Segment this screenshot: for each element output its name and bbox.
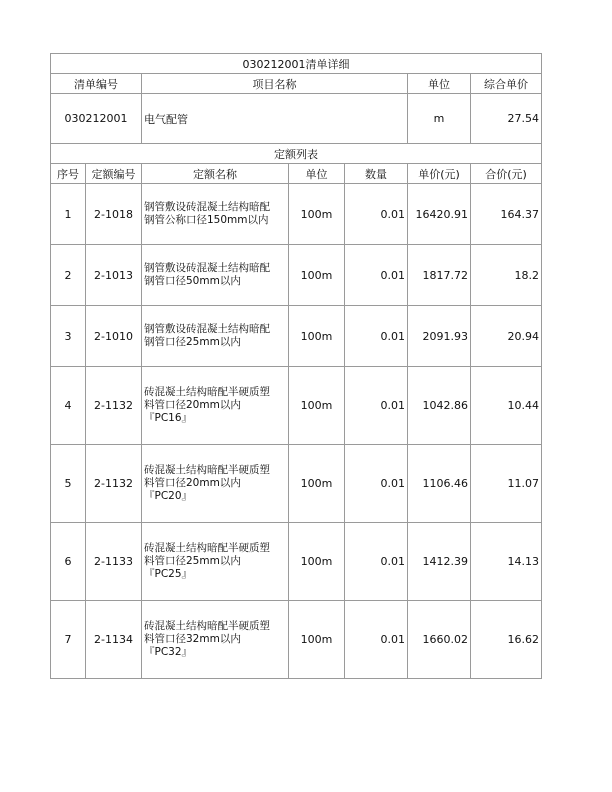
- quota-unit-cell: 100m: [289, 245, 345, 306]
- quota-qty-cell: 0.01: [345, 523, 408, 601]
- quota-code-cell: 2-1134: [86, 601, 142, 679]
- quota-price-cell: 1660.02: [408, 601, 471, 679]
- quota-qty-header: 数量: [345, 164, 408, 184]
- quota-name-line: 钢管敷设砖混凝土结构暗配: [144, 323, 270, 335]
- quota-name-line: 『PC20』: [144, 490, 193, 502]
- quota-seq-cell: 4: [51, 367, 86, 445]
- quota-name-cell: [142, 306, 289, 367]
- quota-price-cell: 1412.39: [408, 523, 471, 601]
- quota-price-header: 单价(元): [408, 164, 471, 184]
- quota-total-cell: 14.13: [471, 523, 542, 601]
- quota-price-cell: 1106.46: [408, 445, 471, 523]
- quota-total-cell: 164.37: [471, 184, 542, 245]
- quota-title: 定额列表: [51, 144, 542, 164]
- quota-unit-cell: 100m: [289, 601, 345, 679]
- quota-qty-cell: 0.01: [345, 367, 408, 445]
- table-row: [51, 367, 542, 445]
- quota-unit-header: 单位: [289, 164, 345, 184]
- quota-name-line: 钢管口径50mm以内: [144, 275, 241, 287]
- quota-price-cell: 1042.86: [408, 367, 471, 445]
- quota-seq-cell: 3: [51, 306, 86, 367]
- list-item-code: 030212001: [51, 94, 142, 144]
- quota-seq-cell: 5: [51, 445, 86, 523]
- table-row: [51, 245, 542, 306]
- quota-qty-cell: 0.01: [345, 445, 408, 523]
- quota-name-line: 『PC16』: [144, 412, 193, 424]
- quota-name-cell: [142, 184, 289, 245]
- quota-name-line: 砖混凝土结构暗配半硬质塑: [144, 464, 270, 476]
- quota-seq-header: 序号: [51, 164, 86, 184]
- quota-code-cell: 2-1018: [86, 184, 142, 245]
- quota-qty-cell: 0.01: [345, 184, 408, 245]
- quota-seq-cell: 6: [51, 523, 86, 601]
- quota-code-header: 定额编号: [86, 164, 142, 184]
- quota-qty-cell: 0.01: [345, 245, 408, 306]
- quota-name-line: 料管口径20mm以内: [144, 477, 241, 489]
- bill-detail-table: [50, 53, 542, 679]
- quota-price-cell: 1817.72: [408, 245, 471, 306]
- quota-name-cell: [142, 445, 289, 523]
- list-item-name: 电气配管: [142, 94, 408, 144]
- quota-name-line: 钢管公称口径150mm以内: [144, 214, 269, 226]
- table-row: [51, 306, 542, 367]
- quota-price-cell: 2091.93: [408, 306, 471, 367]
- table-row: [51, 601, 542, 679]
- quota-name-cell: [142, 367, 289, 445]
- quota-unit-cell: 100m: [289, 184, 345, 245]
- quota-code-cell: 2-1132: [86, 367, 142, 445]
- quota-name-line: 料管口径32mm以内: [144, 633, 241, 645]
- quota-name-line: 料管口径25mm以内: [144, 555, 241, 567]
- quota-qty-cell: 0.01: [345, 601, 408, 679]
- quota-code-cell: 2-1133: [86, 523, 142, 601]
- list-price-header: 综合单价: [471, 74, 542, 94]
- quota-total-cell: 20.94: [471, 306, 542, 367]
- quota-name-cell: [142, 245, 289, 306]
- list-item-price: 27.54: [471, 94, 542, 144]
- quota-unit-cell: 100m: [289, 306, 345, 367]
- quota-name-line: 『PC32』: [144, 646, 193, 658]
- list-header-row: [51, 74, 542, 94]
- quota-total-cell: 18.2: [471, 245, 542, 306]
- quota-total-cell: 11.07: [471, 445, 542, 523]
- quota-name-line: 『PC25』: [144, 568, 193, 580]
- quota-name-line: 砖混凝土结构暗配半硬质塑: [144, 386, 270, 398]
- quota-seq-cell: 2: [51, 245, 86, 306]
- quota-unit-cell: 100m: [289, 367, 345, 445]
- table-row: [51, 523, 542, 601]
- quota-title-row: [51, 144, 542, 164]
- quota-code-cell: 2-1010: [86, 306, 142, 367]
- quota-qty-cell: 0.01: [345, 306, 408, 367]
- list-item-unit: m: [408, 94, 471, 144]
- list-code-header: 清单编号: [51, 74, 142, 94]
- quota-seq-cell: 1: [51, 184, 86, 245]
- quota-total-cell: 16.62: [471, 601, 542, 679]
- quota-price-cell: 16420.91: [408, 184, 471, 245]
- quota-seq-cell: 7: [51, 601, 86, 679]
- quota-name-line: 料管口径20mm以内: [144, 399, 241, 411]
- quota-total-cell: 10.44: [471, 367, 542, 445]
- list-unit-header: 单位: [408, 74, 471, 94]
- quota-name-line: 钢管敷设砖混凝土结构暗配: [144, 262, 270, 274]
- quota-header-row: [51, 164, 542, 184]
- quota-unit-cell: 100m: [289, 445, 345, 523]
- sheet-title: 030212001清单详细: [51, 54, 542, 74]
- title-row: [51, 54, 542, 74]
- quota-name-line: 钢管口径25mm以内: [144, 336, 241, 348]
- quota-name-line: 砖混凝土结构暗配半硬质塑: [144, 620, 270, 632]
- list-name-header: 项目名称: [142, 74, 408, 94]
- quota-unit-cell: 100m: [289, 523, 345, 601]
- quota-name-header: 定额名称: [142, 164, 289, 184]
- quota-name-line: 砖混凝土结构暗配半硬质塑: [144, 542, 270, 554]
- table-row: [51, 445, 542, 523]
- quota-total-header: 合价(元): [471, 164, 542, 184]
- list-item-row: [51, 94, 542, 144]
- table-row: [51, 184, 542, 245]
- quota-name-cell: [142, 523, 289, 601]
- quota-code-cell: 2-1132: [86, 445, 142, 523]
- quota-code-cell: 2-1013: [86, 245, 142, 306]
- quota-name-cell: [142, 601, 289, 679]
- quota-name-line: 钢管敷设砖混凝土结构暗配: [144, 201, 270, 213]
